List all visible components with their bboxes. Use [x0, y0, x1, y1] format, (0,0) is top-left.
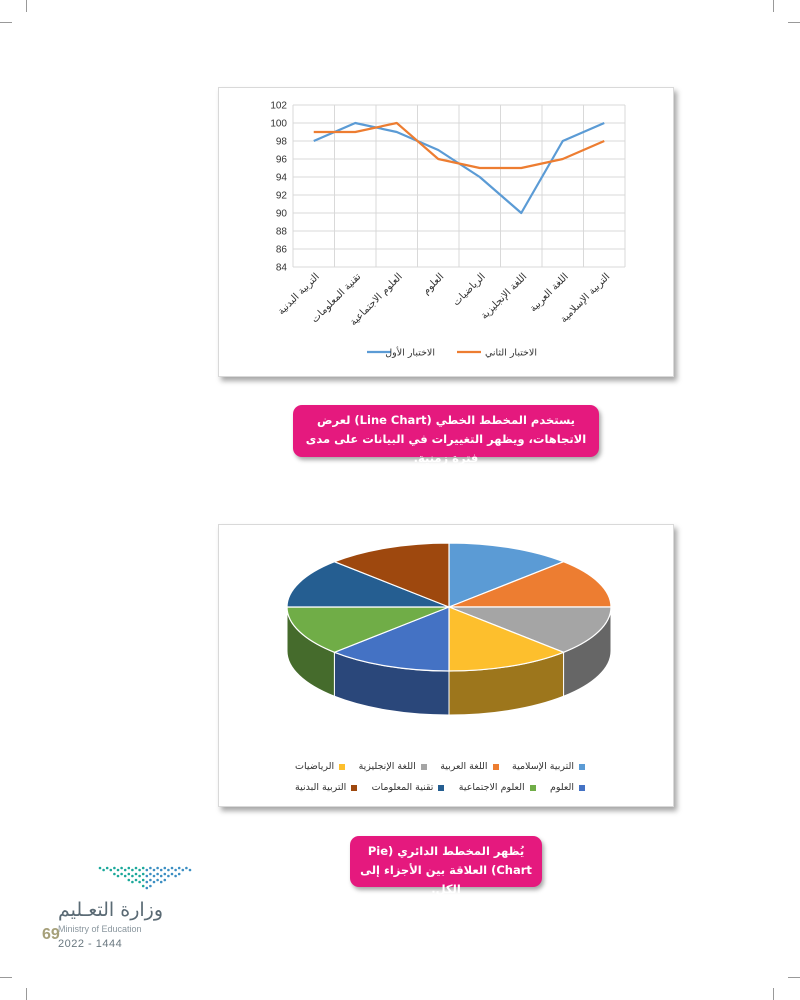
logo-dot — [146, 869, 149, 872]
logo-dot — [128, 873, 131, 876]
logo-dot — [182, 869, 185, 872]
y-tick-label: 100 — [270, 118, 287, 130]
logo-dot — [135, 879, 138, 882]
logo-dot — [128, 879, 131, 882]
crop-mark — [788, 977, 800, 978]
legend-label: تقنية المعلومات — [371, 782, 434, 793]
logo-dot — [142, 885, 145, 888]
logo-dot — [113, 873, 116, 876]
logo-dot — [174, 869, 177, 872]
pie-legend-item — [550, 782, 585, 793]
logo-dot — [178, 873, 181, 876]
ministry-name-english: Ministry of Education — [58, 924, 142, 934]
logo-dot — [153, 869, 156, 872]
logo-dot — [138, 869, 141, 872]
logo-dot — [120, 873, 123, 876]
x-tick-label: تقنية المعلومات — [309, 271, 364, 326]
pie-legend-item — [359, 761, 427, 772]
legend-label: الاختبار الأول — [385, 347, 435, 359]
legend-label: اللغة الإنجليزية — [358, 761, 416, 772]
legend-swatch — [493, 764, 499, 770]
logo-dot — [160, 881, 163, 884]
x-tick-label: العلوم الاجتماعية — [348, 271, 405, 329]
logo-dot — [102, 869, 105, 872]
logo-dot — [164, 873, 167, 876]
legend-swatch — [351, 785, 357, 791]
logo-dot — [110, 869, 113, 872]
legend-label: التربية الإسلامية — [511, 761, 574, 772]
logo-dot — [156, 873, 159, 876]
logo-dot — [189, 869, 192, 872]
logo-dot — [131, 875, 134, 878]
logo-dot — [156, 867, 159, 870]
pie-legend-item — [372, 782, 445, 793]
legend-label: الرياضيات — [295, 761, 335, 772]
y-tick-label: 98 — [275, 136, 287, 148]
logo-dot — [99, 867, 102, 870]
x-tick-label: التربية البدنية — [275, 271, 322, 318]
y-tick-label: 96 — [275, 154, 287, 166]
logo-dot — [117, 875, 120, 878]
logo-dot — [171, 873, 174, 876]
logo-dot — [106, 867, 109, 870]
logo-dot — [149, 879, 152, 882]
pie-legend-row — [295, 782, 585, 793]
crop-mark — [773, 0, 774, 12]
y-tick-label: 102 — [270, 100, 287, 112]
logo-dot — [142, 867, 145, 870]
logo-dot — [142, 873, 145, 876]
crop-mark — [26, 988, 27, 1000]
logo-dot — [135, 873, 138, 876]
x-tick-label: اللغة الإنجليزية — [479, 271, 530, 322]
line-chart — [219, 88, 675, 378]
legend-swatch — [421, 764, 427, 770]
logo-dot — [149, 885, 152, 888]
y-tick-label: 90 — [275, 208, 287, 220]
logo-dot — [124, 875, 127, 878]
y-tick-label: 86 — [275, 244, 287, 256]
legend-label: اللغة العربية — [440, 761, 488, 772]
pie-chart-caption: يُظهر المخطط الدائري (Pie Chart) العلاقة بين الأجزاء إلى الكل. — [350, 836, 542, 887]
line-chart-frame — [218, 87, 674, 377]
logo-dot — [149, 867, 152, 870]
logo-dot — [142, 879, 145, 882]
y-tick-label: 88 — [275, 226, 287, 238]
logo-dot — [138, 881, 141, 884]
logo-dot — [153, 881, 156, 884]
logo-dot — [160, 869, 163, 872]
crop-mark — [0, 977, 12, 978]
ministry-logo — [40, 860, 200, 900]
legend-swatch — [438, 785, 444, 791]
pie-legend-item — [295, 761, 345, 772]
legend-swatch — [579, 785, 585, 791]
crop-mark — [0, 22, 12, 23]
logo-dot — [160, 875, 163, 878]
y-tick-label: 92 — [275, 190, 287, 202]
logo-dot — [124, 869, 127, 872]
logo-dot — [153, 875, 156, 878]
logo-dot — [146, 881, 149, 884]
logo-dot — [171, 867, 174, 870]
logo-dot — [117, 869, 120, 872]
logo-dot — [146, 875, 149, 878]
logo-dot — [174, 875, 177, 878]
legend-label: العلوم — [549, 782, 574, 793]
ministry-name-arabic: وزارة التعـليم — [58, 899, 164, 921]
logo-dot — [131, 881, 134, 884]
pie-legend-item — [295, 782, 357, 793]
page-number: 69 — [42, 926, 60, 943]
logo-dot — [138, 875, 141, 878]
legend-swatch — [579, 764, 585, 770]
pie-legend-item — [440, 761, 498, 772]
edition-year: 2022 - 1444 — [58, 938, 123, 950]
line-chart-caption: يستخدم المخطط الخطي (Line Chart) لعرض الاتجاهات، ويظهر التغييرات في البيانات على مدى فترة زمنية. — [293, 405, 599, 457]
logo-dot — [113, 867, 116, 870]
pie-chart-frame — [218, 524, 674, 807]
logo-dot — [131, 869, 134, 872]
crop-mark — [773, 988, 774, 1000]
logo-dot — [164, 867, 167, 870]
x-tick-label: العلوم — [420, 271, 447, 298]
pie-legend-item — [512, 761, 585, 772]
pie-legend-row — [295, 761, 585, 772]
y-tick-label: 84 — [275, 262, 287, 274]
logo-dot — [120, 867, 123, 870]
x-tick-label: اللغة العربية — [527, 271, 571, 315]
legend-label: التربية البدنية — [295, 782, 347, 793]
legend-label: الاختبار الثاني — [484, 347, 537, 359]
logo-dot — [128, 867, 131, 870]
logo-dot — [135, 867, 138, 870]
logo-dot — [164, 879, 167, 882]
logo-dot — [185, 867, 188, 870]
logo-dot — [167, 875, 170, 878]
logo-dot — [178, 867, 181, 870]
legend-swatch — [339, 764, 345, 770]
crop-mark — [788, 22, 800, 23]
logo-dot — [146, 887, 149, 890]
pie-legend-item — [459, 782, 536, 793]
crop-mark — [26, 0, 27, 12]
y-tick-label: 94 — [275, 172, 287, 184]
logo-dot — [156, 879, 159, 882]
logo-dot — [167, 869, 170, 872]
logo-dot — [149, 873, 152, 876]
x-tick-label: التربية الإسلامية — [558, 271, 613, 326]
x-tick-label: الرياضيات — [450, 271, 488, 309]
legend-label: العلوم الاجتماعية — [458, 782, 525, 793]
legend-swatch — [530, 785, 536, 791]
